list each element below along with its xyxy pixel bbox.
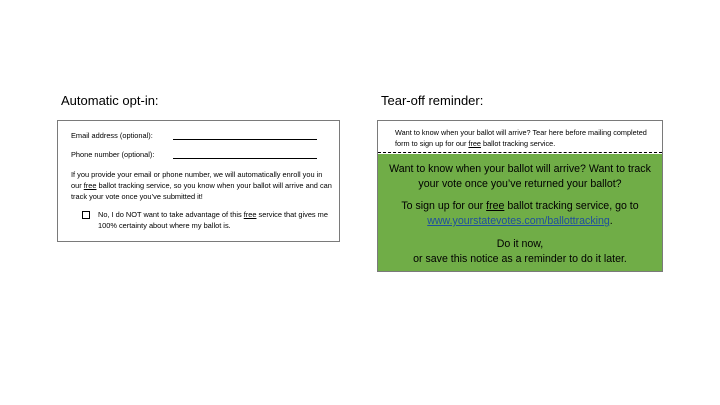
tracking-link[interactable]: www.yourstatevotes.com/ballottracking — [427, 215, 610, 227]
reminder-signup: To sign up for our free ballot tracking service, go to www.yourstatevotes.com/ballottracking. — [401, 200, 639, 227]
optin-heading: Automatic opt-in: — [61, 93, 159, 108]
reminder-panel — [378, 154, 662, 272]
email-field[interactable] — [173, 139, 317, 140]
free-emphasis: free — [468, 139, 481, 148]
free-emphasis: free — [486, 200, 505, 212]
optin-explanation: If you provide your email or phone number, we will automatically enroll you in our free ballot tracking service, so you know when your ballot will arrive and can track your vote once you’ve submitted it! — [71, 170, 332, 201]
email-row — [71, 131, 153, 140]
tear-instruction: Want to know when your ballot will arrive? Tear here before mailing completed form to sign up for our free ballot tracking service. — [395, 128, 647, 148]
free-emphasis: free — [243, 210, 257, 219]
free-emphasis: free — [83, 181, 97, 190]
tear-dashed-line — [378, 152, 662, 153]
reminder-question: Want to know when your ballot will arrive? Want to track your vote once you’ve returned your ballot? — [389, 163, 651, 190]
email-label: Email address (optional): — [71, 131, 153, 140]
reminder-cta: Do it now, or save this notice as a reminder to do it later. — [413, 238, 627, 265]
phone-row — [71, 150, 154, 159]
tearoff-heading: Tear-off reminder: — [381, 93, 484, 108]
phone-field[interactable] — [173, 158, 317, 159]
optout-checkbox[interactable] — [82, 211, 90, 219]
tearoff-card — [377, 120, 663, 272]
optout-label: No, I do NOT want to take advantage of this free service that gives me 100% certainty about where my ballot is. — [98, 210, 328, 230]
tear-strip — [378, 121, 662, 153]
phone-label: Phone number (optional): — [71, 150, 155, 159]
optin-form — [57, 120, 340, 242]
